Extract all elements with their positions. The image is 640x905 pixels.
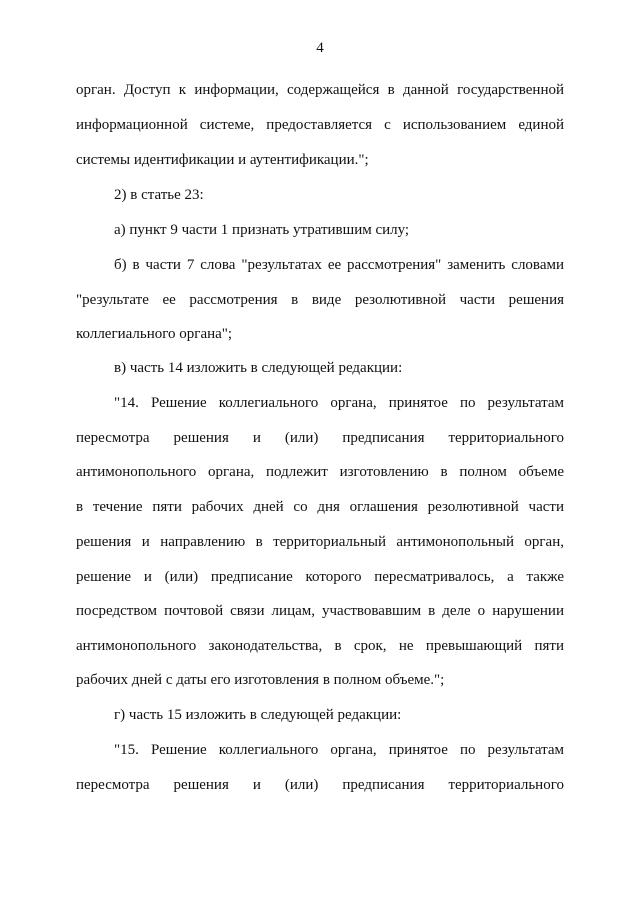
text-line: "результате ее рассмотрения в виде резолютивной части решения [76,292,564,308]
text-line: "15. Решение коллегиального органа, принятое по результатам [114,742,564,758]
text-line: орган. Доступ к информации, содержащейся в данной государственной [76,82,564,98]
page-number: 4 [316,40,324,56]
text-line: решения и направлению в территориальный антимонопольный орган, [76,534,564,550]
text-line: системы идентификации и аутентификации."; [76,152,369,168]
text-line: г) часть 15 изложить в следующей редакции: [114,707,402,723]
text-line: антимонопольного органа, подлежит изготовлению в полном объеме [76,464,564,480]
text-line: пересмотра решения и (или) предписания территориального [76,777,564,793]
text-line: информационной системе, предоставляется с использованием единой [76,117,564,133]
text-line: в) часть 14 изложить в следующей редакции: [114,360,403,376]
text-line: в течение пяти рабочих дней со дня оглашения резолютивной части [76,499,564,515]
text-line: коллегиального органа"; [76,326,233,342]
text-line: "14. Решение коллегиального органа, принятое по результатам [114,395,564,411]
text-line: 2) в статье 23: [114,187,204,203]
text-line: антимонопольного законодательства, в срок, не превышающий пяти [76,638,564,654]
text-line: посредством почтовой связи лицам, участвовавшим в деле о нарушении [76,603,564,619]
text-line: пересмотра решения и (или) предписания территориального [76,430,564,446]
text-line: решение и (или) предписание которого пересматривалось, а также [76,569,564,585]
text-line: рабочих дней с даты его изготовления в полном объеме."; [76,672,445,688]
text-line: а) пункт 9 части 1 признать утратившим силу; [114,222,410,238]
text-line: б) в части 7 слова "результатах ее рассмотрения" заменить словами [114,257,564,273]
